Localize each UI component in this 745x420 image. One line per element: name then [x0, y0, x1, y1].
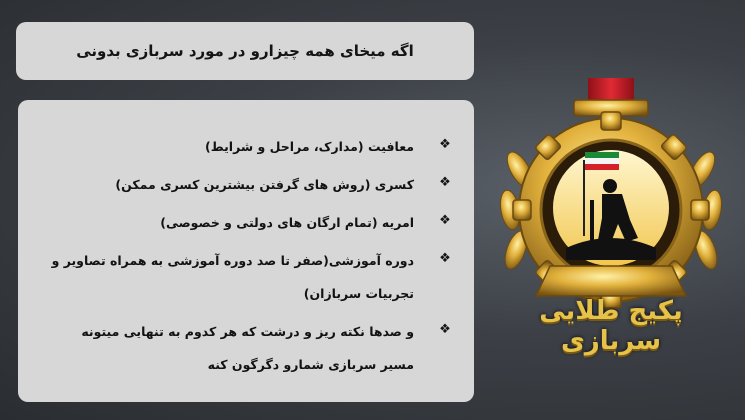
medal-base [536, 266, 686, 296]
list-item [48, 168, 454, 201]
list-item [48, 244, 454, 310]
diamond-bullet-icon: ❖ [439, 175, 451, 190]
list-item [48, 130, 454, 163]
list-item-text: معافیت (مدارک، مراحل و شرایط) [205, 139, 414, 154]
features-list [48, 130, 454, 381]
diamond-bullet-icon: ❖ [439, 322, 451, 337]
title-box [16, 22, 474, 80]
list-item-text: دوره آموزشی(صفر تا صد دوره آموزشی به همراه تصاویر و تجربیات سربازان) [51, 253, 414, 301]
page-title: اگه میخای همه چیزارو در مورد سربازی بدونی [76, 42, 414, 60]
diamond-bullet-icon: ❖ [439, 213, 451, 228]
badge-caption: پکیج طلایی سربازی [539, 296, 683, 356]
list-item [48, 206, 454, 239]
diamond-bullet-icon: ❖ [439, 137, 451, 152]
list-item-text: کسری (روش های گرفتن بیشترین کسری ممکن) [115, 177, 414, 192]
list-item [48, 315, 454, 381]
list-item-text: امریه (تمام ارگان های دولتی و خصوصی) [160, 215, 414, 230]
list-item-text: و صدها نکته ریز و درشت که هر کدوم به تنهایی میتونه مسیر سربازی شمارو دگرگون کنه [81, 324, 414, 372]
diamond-bullet-icon: ❖ [439, 251, 451, 266]
features-box [18, 100, 474, 402]
